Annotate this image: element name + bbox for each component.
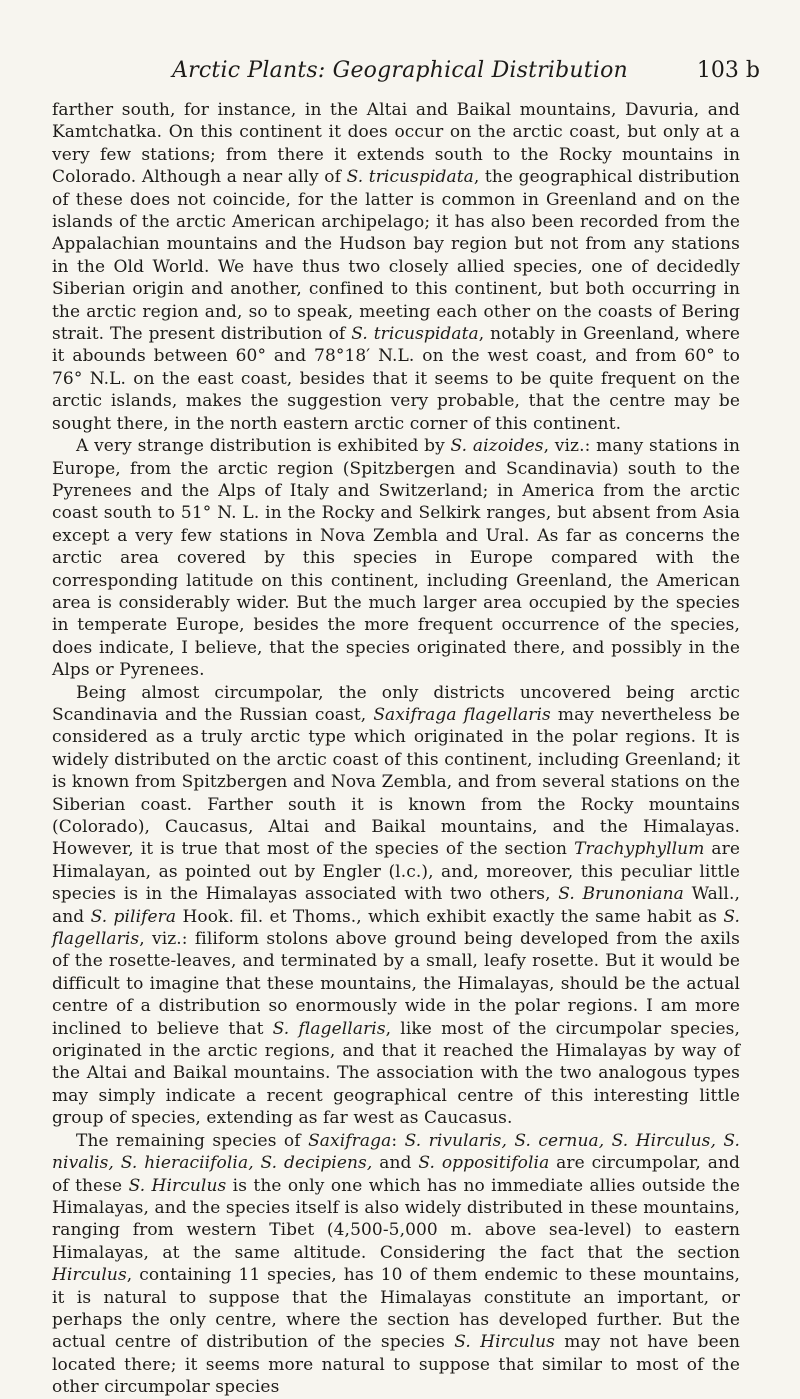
text-run: farther south, for instance, in the Altai and Baikal mountains, Davuria, and Kamtchatka. On this continent it does occur on the arctic coast, but only at a very few stations; from there it extends south to the Rocky mountains in Colorado. Although a near ally of [52, 100, 740, 188]
paragraph-4 [52, 1130, 740, 1399]
italic-text-run: Hirculus [52, 1265, 127, 1286]
text-run: , like most of the circumpolar species, originated in the arctic regions, and that it reached the Himalayas by way of the Altai and Baikal mountains. The association with the two analogous types may simply indicate a recent geographical centre of this interesting little group of species, extending as far west as Caucasus. [52, 1018, 740, 1129]
italic-text-run: S. aizoides [450, 436, 544, 457]
italic-text-run: Saxifraga flagellaris [373, 704, 551, 725]
text-run: , viz.: many stations in Europe, from the arctic region (Spitzbergen and Scandinavia) south to the Pyrenees and the Alps of Italy and Switzerland; in America from the arctic coast south to 51° N. L. in the Rocky and Selkirk ranges, but absent from Asia except a very few stations in Nova Zembla and Ural. As far as concerns the arctic area covered by this species in Europe compared with the corresponding latitude on this continent, including Greenland, the American area is considerably wider. But the much larger area occupied by the species in temperate Europe, besides the more frequent occurrence of the species, does indicate, I believe, that the species originated there, and possibly in the Alps or Pyrenees. [52, 436, 741, 681]
text-run: may not have been located there; it seems more natural to suppose that similar to most of the other circumpolar species [52, 1332, 740, 1398]
text-run: are Himalayan, as pointed out by Engler (l.c.), and, moreover, this peculiar little species is in the Himalayas associated with two others, [52, 839, 740, 905]
italic-text-run: S. Hirculus [128, 1175, 227, 1196]
text-run: may nevertheless be considered as a truly arctic type which originated in the polar regions. It is widely distributed on the arctic coast of this continent, including Greenland; it is known from Spitzbergen and Nova Zembla, and from several stations on the Siberian coast. Farther south it is known from the Rocky mountains (Colorado), Caucasus, Altai and Baikal mountains, and the Himalayas. However, it is true that most of the species of the section [52, 704, 740, 860]
italic-text-run: S. Hirculus [454, 1332, 555, 1353]
italic-text-run: S. oppositifolia [418, 1153, 550, 1174]
paragraph-2 [52, 435, 740, 681]
running-title: Arctic Plants: Geographical Distribution [172, 58, 628, 83]
paragraph-1 [52, 99, 740, 435]
body-text [52, 99, 740, 1399]
text-run: Hook. fil. et Thoms., which exhibit exactly the same habit as [176, 906, 724, 927]
italic-text-run: S. flagellaris [272, 1018, 386, 1039]
text-run: , notably in Greenland, where it abounds between 60° and 78°18′ N.L. on the west coast, and from 60° to 76° N.L. on the east coast, besides that it seems to be quite frequent on the arctic islands, makes the suggestion very probable, that the centre may be sought there, in the north eastern arctic corner of this continent. [52, 324, 740, 434]
text-run: , containing 11 species, has 10 of them endemic to these mountains, it is natural to suppose that the Himalayas constitute an important, or perhaps the only centre, where the section has developed further. But the actual centre of distribution of the species [52, 1265, 740, 1353]
text-run: is the only one which has no immediate allies outside the Himalayas, and the species itself is also widely distributed in these mountains, ranging from western Tibet (4,500-5,000 m. above sea-level) to eastern Himalayas, at the same altitude. Considering the fact that the section [52, 1175, 740, 1263]
paragraph-3 [52, 682, 740, 1130]
running-head [40, 58, 760, 86]
text-run: Being almost circumpolar, the only districts uncovered being arctic Scandinavia and the Russian coast, [52, 682, 740, 725]
text-run: : [391, 1130, 405, 1151]
text-run: and [372, 1153, 419, 1174]
text-run: Wall., and [52, 884, 740, 927]
italic-text-run: S. Brunoniana [558, 884, 684, 905]
italic-text-run: S. tricuspidata [346, 167, 474, 188]
italic-text-run: S. rivularis, S. cernua, S. Hirculus, S. nivalis, S. hieraciifolia, S. decipiens, [52, 1130, 740, 1174]
italic-text-run: S. pilifera [90, 906, 177, 927]
italic-text-run: S. tricuspidata [351, 324, 479, 345]
italic-text-run: Trachyphyllum [574, 839, 705, 860]
text-run: The remaining species of [76, 1130, 309, 1151]
text-run: , viz.: filiform stolons above ground being developed from the axils of the rosette-leaves, and terminated by a small, leafy rosette. But it would be difficult to imagine that these mountains, the Himalayas, should be the actual centre of a distribution so enormously wide in the polar regions. I am more inclined to believe that [52, 929, 740, 1039]
text-run: A very strange distribution is exhibited by [76, 436, 451, 457]
page-number: 103 b [696, 58, 760, 83]
text-run: are circumpolar, and of these [52, 1153, 740, 1196]
italic-text-run: S. flagellaris [52, 906, 740, 950]
text-run: , the geographical distribution of these does not coincide, for the latter is common in Greenland and on the islands of the arctic American archipelago; it has also been recorded from the Appalachian mountains and the Hudson bay region but not from any stations in the Old World. We have thus two closely allied species, one of decidedly Siberian origin and another, confined to this continent, but both occurring in the arctic region and, so to speak, meeting each other on the coasts of Bering strait. The present distribution of [52, 167, 740, 345]
italic-text-run: Saxifraga [308, 1130, 392, 1151]
